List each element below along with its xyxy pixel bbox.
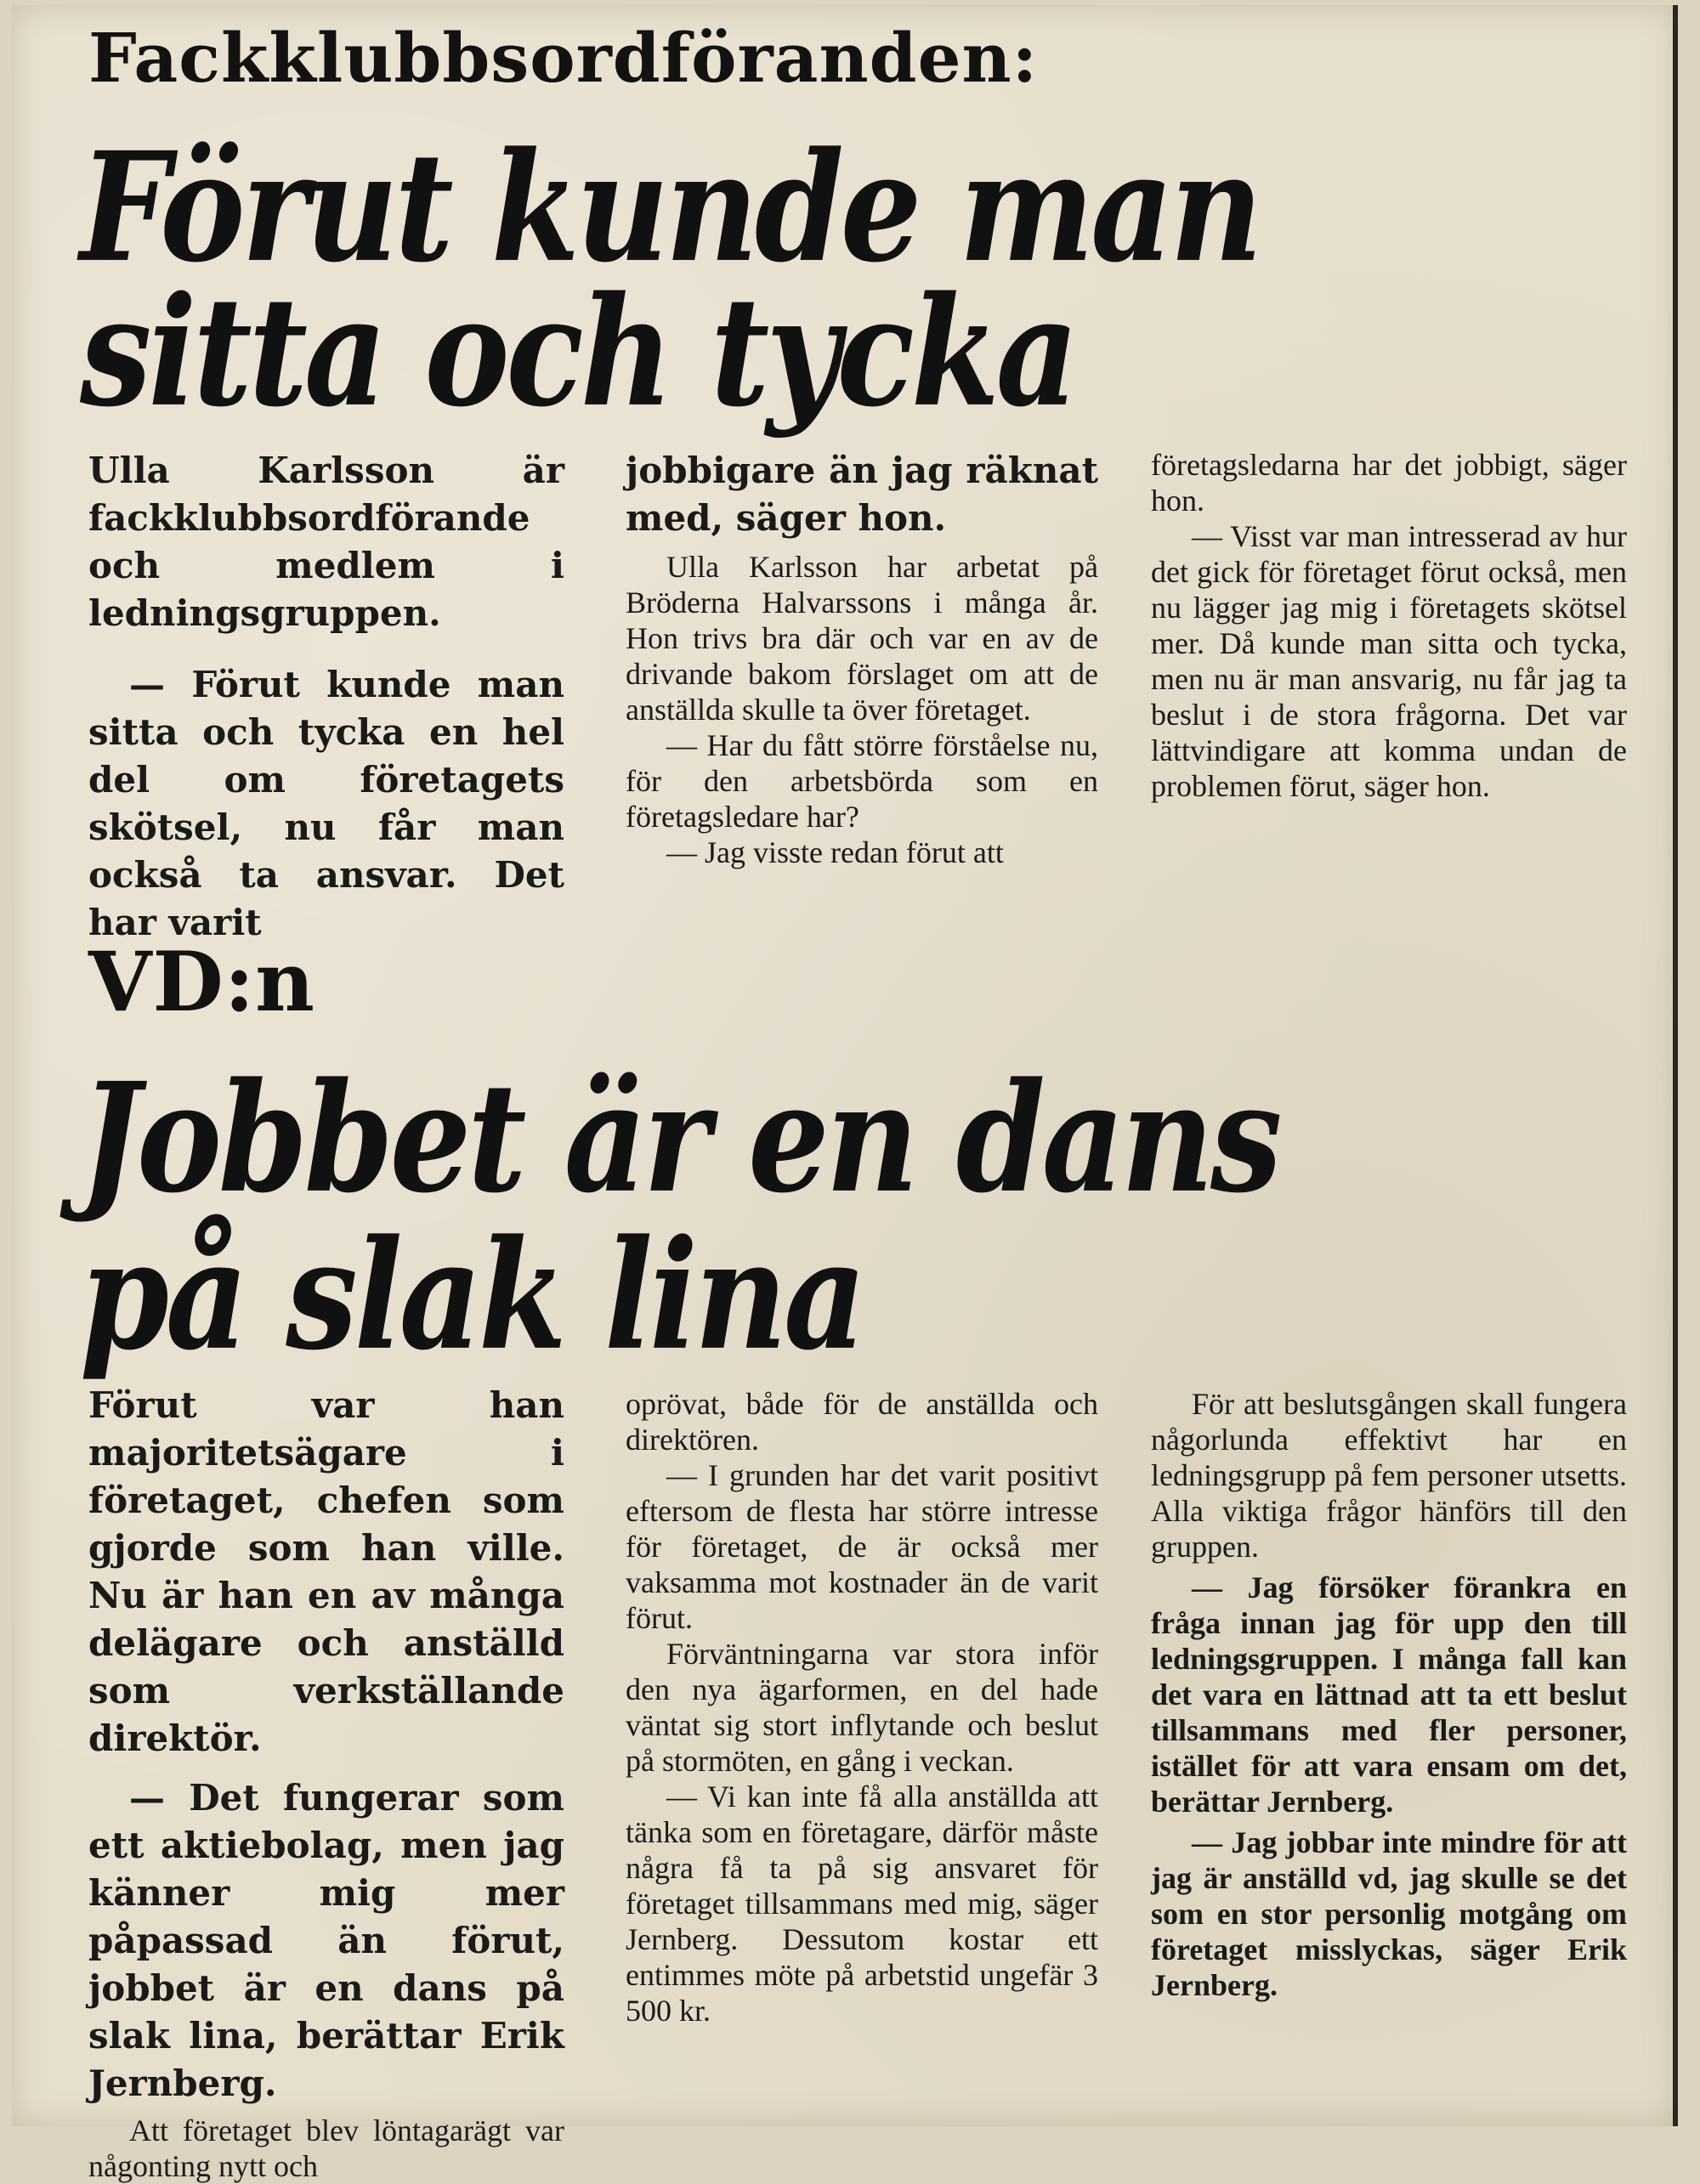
article2-kicker: VD:n xyxy=(88,934,315,1030)
article2-col1-paragraph-2: Att företaget blev löntagarägt var någonting nytt och xyxy=(88,2113,564,2183)
article2-col1-paragraph-1: — Det fungerar som ett aktiebolag, men jag känner mig mer påpassad än förut, jobbet är en dans på slak lina, berättar Erik Jernberg. xyxy=(88,1777,564,2104)
article2-column-1 xyxy=(88,1382,564,2184)
article2-col2-paragraph-0: oprövat, både för de anställda och direktören. xyxy=(626,1387,1098,1457)
article1-kicker: Fackklubbsordföranden: xyxy=(88,18,1039,98)
article1-col2-paragraph-3: — Jag visste redan förut att xyxy=(666,835,1004,869)
article1-col3-paragraph-1: — Visst var man intresserad av hur det gick för företaget förut också, men nu lägger jag mig i företagets skötsel mer. Då kunde man sitta och tycka, men nu är man ansvarig, nu får jag ta beslut i de stora frågorna. Det var lättvindigare att komma undan de problemen förut, säger hon. xyxy=(1151,519,1627,803)
article1-col1-paragraph: — Förut kunde man sitta och tycka en hel del om företagets skötsel, nu får man också ta ansvar. Det har varit xyxy=(88,664,564,943)
newspaper-clipping xyxy=(12,5,1678,2183)
article1-column-2 xyxy=(626,447,1098,870)
article2-col2-paragraph-2: Förväntningarna var stora inför den nya ägarformen, en del hade väntat sig stort inflytande och beslut på stormöten, en gång i veckan. xyxy=(626,1637,1098,1778)
article1-headline-line1: Förut kunde man xyxy=(80,119,1260,297)
article2-headline-line2: på slak lina xyxy=(80,1207,864,1384)
clipping-edge-shadow xyxy=(1673,5,1678,2126)
article1-col3-paragraph-0: företagsledarna har det jobbigt, säger hon. xyxy=(1151,448,1627,518)
article2-column-2 xyxy=(626,1386,1098,2028)
article1-column-3 xyxy=(1151,447,1627,804)
article2-column-3 xyxy=(1151,1386,1627,2003)
article2-col3-paragraph-1: För att beslutsgången skall fungera någorlunda effektivt har en ledningsgrupp på fem personer utsetts. Alla viktiga frågor hänförs till den gruppen. xyxy=(1151,1387,1627,1564)
article1-lead: Ulla Karlsson är fackklubbsordförande och medlem i ledningsgruppen. xyxy=(88,450,564,634)
article2-col3-paragraph-2: — Jag försöker förankra en fråga innan jag för upp den till ledningsgruppen. I många fall kan det vara en lättnad att ta ett beslut tillsammans med fler personer, istället för att vara ensam om det, berättar Jernberg. xyxy=(1151,1570,1627,1819)
article2-col2-paragraph-3: — Vi kan inte få alla anställda att tänka som en företagare, därför måste några få ta på sig ansvaret för företaget tillsammans med mig, säger Jernberg. Dessutom kostar ett entimmes möte på arbetstid ungefär 3 500 kr. xyxy=(626,1779,1098,2028)
article1-column-1 xyxy=(88,447,564,947)
article2-headline-line1: Jobbet är en dans xyxy=(80,1050,1279,1227)
article2-col3-paragraph-3: — Jag jobbar inte mindre för att jag är anställd vd, jag skulle se det som en stor personlig motgång om företaget misslyckas, säger Erik Jernberg. xyxy=(1151,1825,1627,2002)
article1-col2-paragraph-1: Ulla Karlsson har arbetat på Bröderna Halvarssons i många år. Hon trivs bra där och var en av de drivande bakom förslaget om att de anställda skulle ta över företaget. xyxy=(626,550,1098,727)
article1-headline-line2: sitta och tycka xyxy=(80,263,1075,441)
article1-col2-lead-end: jobbigare än jag räknat med, säger hon. xyxy=(626,450,1098,539)
article1-col2-paragraph-2: — Har du fått större förståelse nu, för den arbetsbörda som en företagsledare har? xyxy=(626,728,1098,834)
article2-col2-paragraph-1: — I grunden har det varit positivt eftersom de flesta har större intresse för företaget, de är också mer vaksamma mot kostnader än de varit förut. xyxy=(626,1458,1098,1635)
article2-lead: Förut var han majoritetsägare i företaget, chefen som gjorde som han ville. Nu är han en av många delägare och anställd som verkställande direktör. xyxy=(88,1384,564,1759)
